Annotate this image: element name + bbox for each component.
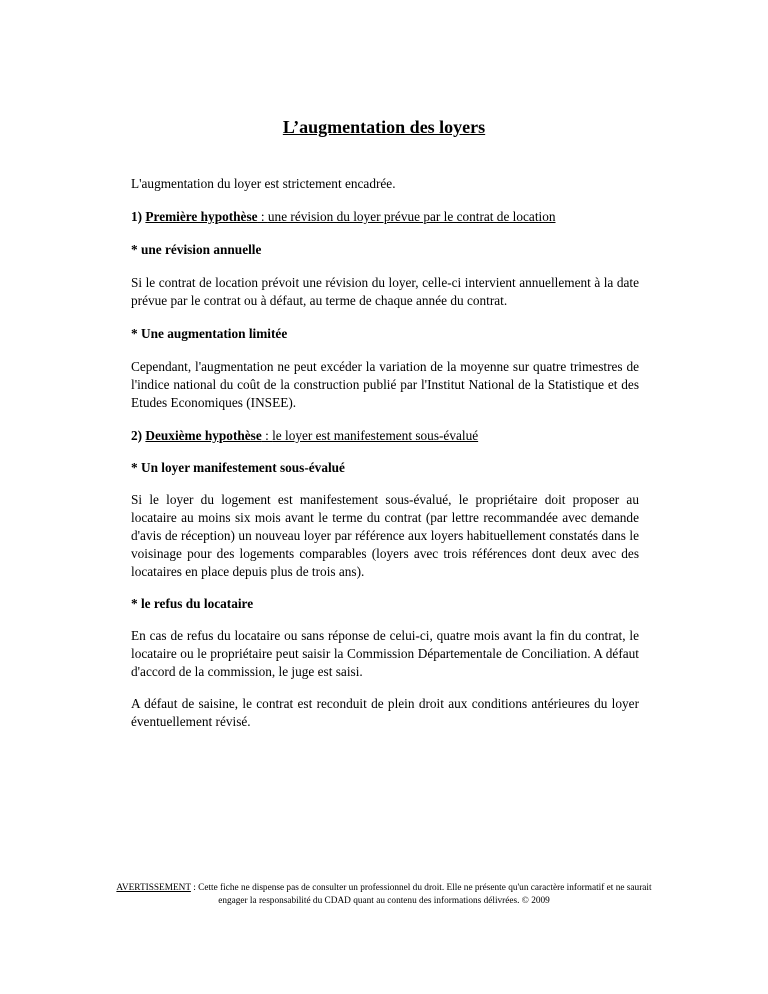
section-2-separator: : (261, 428, 273, 443)
subheading-refus-locataire: * le refus du locataire (131, 596, 254, 611)
disclaimer-line-2: engager la responsabilité du CDAD quant au contenu des informations délivrées. © 2009 (218, 896, 550, 906)
paragraph-loyer-sous-evalue: Si le loyer du logement est manifestement sous-évalué, le propriétaire doit proposer au locataire au moins six mois avant le terme du contrat (par lettre recommandée avec demande d'avis de réception) un nouveau loyer par référence aux loyers habituellement constatés dans le voisinage pour des logements comparables (loyers avec trois références dont deux avec des locataires en place depuis plus de trois ans). (131, 492, 639, 579)
disclaimer-footer (60, 882, 708, 908)
paragraph-refus-locataire: En cas de refus du locataire ou sans réponse de celui-ci, quatre mois avant la fin du contrat, le locataire ou le propriétaire peut saisir la Commission Départementale de Conciliation. A défaut d'accord de la commission, le juge est saisi. (131, 628, 639, 679)
section-1-heading (131, 208, 639, 226)
section-2-text: le loyer est manifestement sous-évalué (272, 428, 479, 443)
document-body (131, 175, 639, 731)
section-1-number: 1) (131, 209, 143, 224)
section-1-text: une révision du loyer prévue par le contrat de location (267, 209, 556, 224)
section-1-label: Première hypothèse (145, 209, 258, 224)
paragraph-defaut-saisine: A défaut de saisine, le contrat est reconduit de plein droit aux conditions antérieures du loyer éventuellement révisé. (131, 696, 639, 729)
disclaimer-text-1: : Cette fiche ne dispense pas de consulter un professionnel du droit. Elle ne présente qu'un caractère informatif et ne saurait (190, 883, 652, 893)
intro-paragraph: L'augmentation du loyer est strictement encadrée. (131, 176, 396, 191)
section-2-heading (131, 427, 639, 445)
section-1-separator: : (257, 209, 268, 224)
section-2-number: 2) (131, 428, 143, 443)
section-2-label: Deuxième hypothèse (145, 428, 262, 443)
subheading-loyer-sous-evalue: * Un loyer manifestement sous-évalué (131, 460, 345, 475)
paragraph-augmentation-limitee: Cependant, l'augmentation ne peut excéder la variation de la moyenne sur quatre trimestres de l'indice national du coût de la construction publié par l'Institut National de la Statistique et des Etudes Economiques (INSEE). (131, 359, 639, 410)
subheading-revision-annuelle: * une révision annuelle (131, 242, 262, 257)
disclaimer-label: AVERTISSEMENT (116, 883, 191, 893)
subheading-augmentation-limitee: * Une augmentation limitée (131, 326, 288, 341)
paragraph-revision-annuelle: Si le contrat de location prévoit une révision du loyer, celle-ci intervient annuellement à la date prévue par le contrat ou à défaut, au terme de chaque année du contrat. (131, 275, 639, 308)
page-title: L’augmentation des loyers (282, 117, 486, 137)
disclaimer-line-1 (60, 882, 708, 895)
